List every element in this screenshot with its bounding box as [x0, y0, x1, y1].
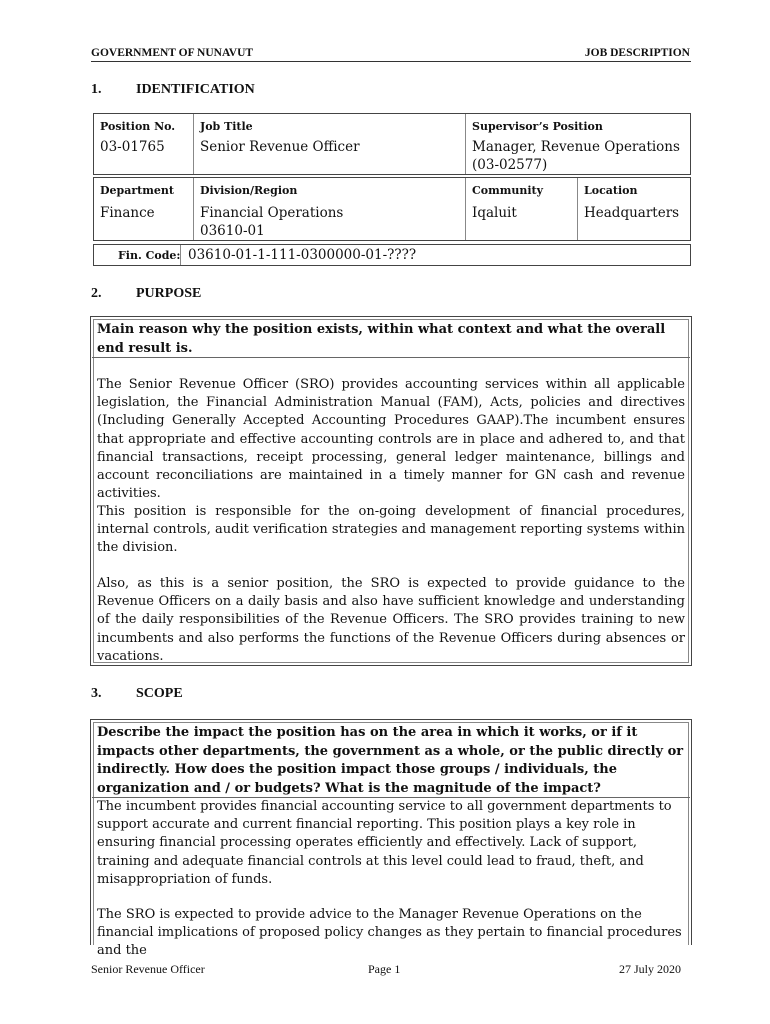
position-no-label: Position No.	[100, 120, 176, 133]
fin-code-row	[93, 244, 691, 266]
division-label: Division/Region	[200, 184, 298, 197]
job-title-label: Job Title	[200, 120, 253, 133]
location-label: Location	[584, 184, 638, 197]
community-cell	[466, 178, 578, 240]
footer-left: Senior Revenue Officer	[91, 962, 205, 976]
supervisor-value-line2: (03-02577)	[472, 157, 548, 173]
division-cell	[194, 178, 466, 240]
supervisor-value-line1: Manager, Revenue Operations	[472, 139, 680, 155]
position-no-cell	[94, 114, 194, 174]
community-value: Iqaluit	[472, 205, 517, 221]
job-title-cell	[194, 114, 466, 174]
purpose-paragraph-1: The Senior Revenue Officer (SRO) provides accounting services within all applicable legislation, the Financial Administration Manual (FAM), Acts, policies and directives (Including Generally Accepted Accounting Procedures GAAP).The incumbent ensures that appropriate and effective accounting controls are in place and adhered to, and that financial transactions, receipt processing, general ledger maintenance, billings and account reconciliations are maintained in a timely manner for GN cash and revenue activities.	[97, 377, 685, 502]
purpose-paragraph-3: Also, as this is a senior position, the SRO is expected to provide guidance to the Revenue Officers on a daily basis and also have sufficient knowledge and understanding of the daily responsibilities of the Revenue Officers. The SRO provides training to new incumbents and also performs the functions of the Revenue Officers during absences or vacations.	[97, 576, 685, 664]
footer-date: 27 July 2020	[618, 962, 681, 976]
fin-code-label: Fin. Code:	[118, 249, 181, 262]
section-3-title: SCOPE	[136, 686, 183, 701]
location-cell	[578, 178, 690, 240]
scope-paragraph-1: The incumbent provides financial accounting service to all government departments to support accurate and current financial reporting. This position plays a key role in ensuring financial processing operates efficiently and effectively. Lack of support, training and adequate financial controls at this level could lead to fraud, theft, and misappropriation of funds.	[97, 799, 672, 887]
section-2-title: PURPOSE	[136, 286, 202, 301]
section-2-number: 2.	[91, 286, 102, 301]
location-value: Headquarters	[584, 205, 680, 221]
id-table-row-1	[93, 113, 691, 175]
section-1-number: 1.	[91, 82, 102, 97]
header-left: GOVERNMENT OF NUNAVUT	[91, 47, 254, 59]
supervisor-cell	[466, 114, 690, 174]
position-no-value: 03-01765	[100, 139, 165, 155]
section-3-number: 3.	[91, 686, 102, 701]
footer-page-number: Page 1	[368, 962, 401, 976]
fin-code-label-cell	[94, 245, 181, 265]
fin-code-value: 03610-01-1-111-0300000-01-????	[188, 247, 417, 263]
community-label: Community	[472, 184, 544, 197]
id-table-row-2	[93, 177, 691, 241]
department-cell	[94, 178, 194, 240]
purpose-paragraph-2: This position is responsible for the on-going development of financial procedures, internal controls, audit verification strategies and management reporting systems within the division.	[97, 504, 685, 556]
division-value-line1: Financial Operations	[200, 205, 344, 221]
scope-question: Describe the impact the position has on the area in which it works, or if it impacts other departments, the government as a whole, or the public directly or indirectly. How does the position impact those groups / individuals, the organization and / or budgets? What is the magnitude of the impact?	[97, 725, 684, 796]
section-1-title: IDENTIFICATION	[136, 82, 255, 97]
supervisor-label: Supervisor’s Position	[472, 120, 603, 133]
purpose-question: Main reason why the position exists, within what context and what the overall end result is.	[97, 322, 666, 356]
department-value: Finance	[100, 205, 155, 221]
department-label: Department	[100, 184, 174, 197]
header-right: JOB DESCRIPTION	[584, 47, 690, 59]
division-value-line2: 03610-01	[200, 223, 265, 239]
scope-paragraph-2: The SRO is expected to provide advice to the Manager Revenue Operations on the financial implications of proposed policy changes as they pertain to financial procedures and the	[97, 907, 682, 959]
job-title-value: Senior Revenue Officer	[200, 139, 360, 155]
header-rule	[91, 61, 691, 62]
